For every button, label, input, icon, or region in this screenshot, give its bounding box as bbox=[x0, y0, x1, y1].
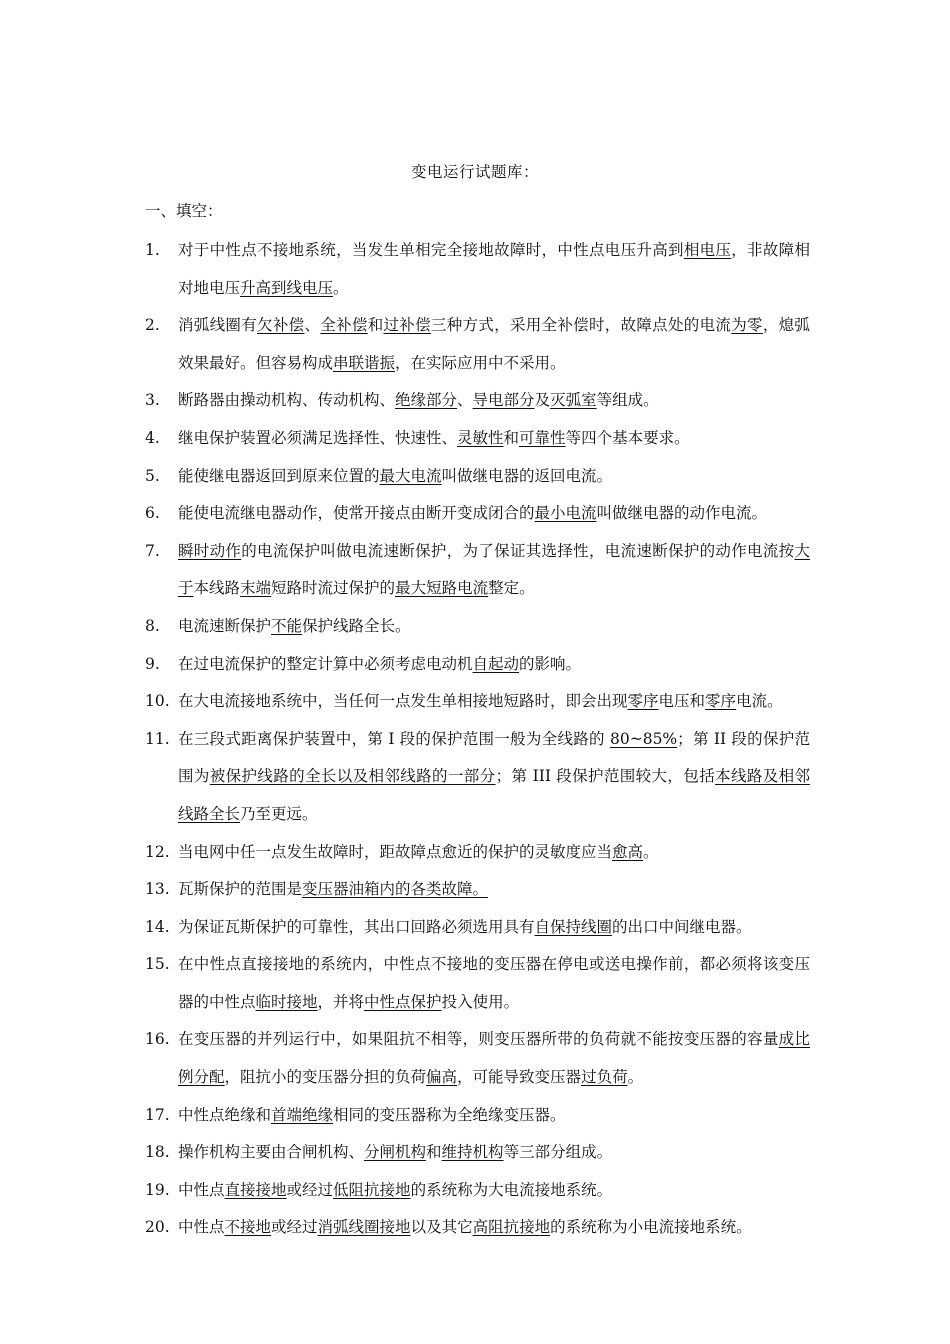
question-text: ，熄弧效果最好。但容易构成 bbox=[178, 316, 810, 372]
question-text: ；第 II 段的保护范围为 bbox=[178, 729, 811, 786]
question-text: 在三段式距离保护装置中，第 I 段的保护范围一般为全线路的 bbox=[178, 729, 610, 748]
answer-blank: 可靠性 bbox=[519, 428, 566, 447]
question-item bbox=[145, 721, 810, 834]
question-item bbox=[145, 307, 810, 382]
answer-blank: 分闸机构 bbox=[364, 1143, 427, 1162]
answer-blank: 自保持线圈 bbox=[534, 917, 613, 936]
answer-blank: 相电压 bbox=[683, 241, 732, 259]
question-text: 等四个基本要求。 bbox=[565, 428, 690, 447]
answer-blank: 80~85% bbox=[610, 729, 678, 748]
question-text: 短路时流过保护的 bbox=[271, 579, 396, 598]
question-text: 为保证瓦斯保护的可靠性，其出口回路必须选用具有 bbox=[178, 917, 535, 936]
question-number: 9. bbox=[145, 654, 160, 673]
answer-blank: 直接接地 bbox=[224, 1180, 287, 1199]
question-text: ，可能导致变压器 bbox=[457, 1068, 582, 1087]
question-text: 的系统称为大电流接地系统。 bbox=[410, 1180, 613, 1199]
question-text: 相同的变压器称为全绝缘变压器。 bbox=[333, 1105, 566, 1124]
question-text: 。 bbox=[333, 278, 349, 297]
question-text: 。 bbox=[627, 1068, 644, 1087]
question-text: ，阻抗小的变压器分担的负荷 bbox=[224, 1068, 427, 1087]
question-text: 电流。 bbox=[736, 692, 783, 711]
answer-blank: 成比例分配 bbox=[178, 1030, 810, 1087]
question-number: 12. bbox=[145, 842, 170, 861]
answer-blank: 最小电流 bbox=[534, 504, 597, 523]
question-item bbox=[145, 232, 810, 307]
question-text: 等组成。 bbox=[596, 391, 659, 410]
question-text: 、 bbox=[304, 316, 321, 335]
question-text: 三种方式，采用全补偿时，故障点处的电流 bbox=[430, 316, 732, 335]
answer-blank: 为零 bbox=[731, 316, 763, 335]
question-text: 投入使用。 bbox=[441, 992, 520, 1011]
answer-blank: 被保护线路的全长以及相邻线路的一部分 bbox=[209, 767, 496, 786]
question-text: 能使电流继电器动作，使常开接点由断开变成闭合的 bbox=[178, 504, 535, 523]
question-number: 6. bbox=[145, 504, 160, 523]
question-item bbox=[145, 458, 810, 496]
answer-blank: 本线路及相邻线路全长 bbox=[178, 767, 810, 823]
question-text: 在中性点直接接地的系统内，中性点不接地的变压器在停电或送电操作前，都必须将该变压器的中性点 bbox=[178, 955, 810, 1011]
question-number: 1. bbox=[145, 241, 160, 259]
answer-blank: 全补偿 bbox=[320, 316, 368, 335]
answer-blank: 零序 bbox=[705, 692, 737, 711]
answer-blank: 升高到线电压 bbox=[240, 278, 334, 297]
question-item bbox=[145, 683, 810, 721]
answer-blank: 消弧线圈接地 bbox=[317, 1218, 411, 1237]
question-number: 15. bbox=[145, 955, 170, 974]
question-text: 乃至更远。 bbox=[240, 804, 318, 823]
question-number: 2. bbox=[145, 316, 160, 335]
question-item bbox=[145, 533, 810, 608]
question-text: 以及其它 bbox=[410, 1218, 473, 1237]
question-item bbox=[145, 495, 810, 533]
question-list bbox=[145, 232, 810, 1247]
question-text: 保护线路全长。 bbox=[302, 616, 411, 635]
answer-blank: 导电部分 bbox=[472, 391, 535, 410]
question-number: 18. bbox=[145, 1143, 170, 1162]
question-text: 能使继电器返回到原来位置的 bbox=[178, 466, 380, 485]
question-text: 的出口中间继电器。 bbox=[612, 917, 752, 936]
question-text: 的电流保护叫做电流速断保护，为了保证其选择性，电流速断保护的动作电流按 bbox=[241, 541, 795, 560]
question-number: 8. bbox=[145, 616, 160, 635]
document-title: 变电运行试题库： bbox=[410, 163, 539, 181]
question-item bbox=[145, 1209, 810, 1247]
answer-blank: 瞬时动作 bbox=[178, 541, 242, 560]
question-text: 电压和 bbox=[658, 692, 706, 711]
answer-blank: 过补偿 bbox=[383, 316, 431, 335]
question-text: 继电保护装置必须满足选择性、快速性、 bbox=[178, 428, 458, 447]
question-text: 操作机构主要由合闸机构、 bbox=[178, 1143, 365, 1162]
question-text: 和 bbox=[503, 428, 520, 447]
answer-blank: 变压器油箱内的各类故障。 bbox=[302, 880, 489, 899]
question-number: 11. bbox=[145, 729, 170, 748]
question-text: 。 bbox=[643, 842, 659, 861]
question-item bbox=[145, 946, 810, 1021]
answer-blank: 灵敏性 bbox=[457, 428, 504, 447]
question-text: 当电网中任一点发生故障时，距故障点愈近的保护的灵敏度应当 bbox=[178, 842, 613, 861]
section-heading: 一、填空： bbox=[145, 202, 223, 220]
answer-blank: 高阻抗接地 bbox=[472, 1218, 551, 1237]
answer-blank: 零序 bbox=[627, 692, 659, 711]
question-item bbox=[145, 834, 810, 872]
answer-blank: 中性点保护 bbox=[364, 992, 442, 1011]
answer-blank: 过负荷 bbox=[581, 1068, 628, 1087]
question-text: 的系统称为小电流接地系统。 bbox=[550, 1218, 752, 1237]
question-text: 叫做继电器的返回电流。 bbox=[441, 466, 613, 485]
question-number: 20. bbox=[145, 1218, 170, 1237]
question-text: ；第 III 段保护范围较大，包括 bbox=[495, 767, 716, 786]
question-text: 消弧线圈有 bbox=[178, 316, 258, 335]
answer-blank: 愈高 bbox=[612, 842, 644, 861]
question-text: ，在实际应用中不采用。 bbox=[395, 353, 566, 372]
question-text: 对于中性点不接地系统，当发生单相完全接地故障时，中性点电压升高到 bbox=[178, 241, 684, 259]
question-item bbox=[145, 871, 810, 909]
answer-blank: 自起动 bbox=[472, 654, 520, 673]
question-number: 4. bbox=[145, 428, 160, 447]
answer-blank: 不能 bbox=[271, 616, 303, 635]
question-number: 17. bbox=[145, 1105, 170, 1124]
question-item bbox=[145, 1134, 810, 1172]
question-text: 及 bbox=[534, 391, 551, 410]
answer-blank: 大于 bbox=[178, 541, 810, 598]
answer-blank: 维持机构 bbox=[441, 1143, 504, 1162]
question-text: 的影响。 bbox=[519, 654, 582, 673]
question-item bbox=[145, 646, 810, 684]
question-number: 13. bbox=[145, 880, 170, 899]
question-text: 或经过 bbox=[271, 1218, 318, 1237]
answer-blank: 欠补偿 bbox=[257, 316, 305, 335]
question-text: 和 bbox=[367, 316, 384, 335]
question-text: 瓦斯保护的范围是 bbox=[178, 880, 303, 899]
question-text: 和 bbox=[426, 1143, 442, 1162]
question-text: 在过电流保护的整定计算中必须考虑电动机 bbox=[178, 654, 473, 673]
question-text: 中性点 bbox=[178, 1218, 225, 1237]
question-item bbox=[145, 1021, 810, 1096]
question-item bbox=[145, 1172, 810, 1210]
question-item bbox=[145, 1097, 810, 1135]
question-number: 5. bbox=[145, 466, 160, 485]
question-number: 19. bbox=[145, 1180, 170, 1199]
question-number: 16. bbox=[145, 1030, 170, 1049]
answer-blank: 绝缘部分 bbox=[395, 391, 458, 410]
answer-blank: 末端 bbox=[240, 579, 272, 598]
question-item bbox=[145, 382, 810, 420]
question-text: 整定。 bbox=[488, 579, 535, 598]
question-text: ，并将 bbox=[317, 992, 365, 1011]
question-text: 电流速断保护 bbox=[178, 616, 272, 635]
answer-blank: 最大短路电流 bbox=[395, 579, 489, 598]
question-text: 叫做继电器的动作电流。 bbox=[596, 504, 768, 523]
question-item bbox=[145, 608, 810, 646]
question-text: 断路器由操动机构、传动机构、 bbox=[178, 391, 396, 410]
question-number: 3. bbox=[145, 391, 160, 410]
question-number: 7. bbox=[145, 541, 160, 560]
question-number: 14. bbox=[145, 917, 170, 936]
question-text: 中性点绝缘和 bbox=[178, 1105, 272, 1124]
answer-blank: 低阻抗接地 bbox=[333, 1180, 411, 1199]
question-number: 10. bbox=[145, 692, 170, 711]
question-text: 中性点 bbox=[178, 1180, 225, 1199]
answer-blank: 灭弧室 bbox=[550, 391, 597, 410]
question-text: 本线路 bbox=[193, 579, 241, 598]
question-item bbox=[145, 420, 810, 458]
answer-blank: 偏高 bbox=[426, 1068, 458, 1087]
answer-blank: 临时接地 bbox=[255, 992, 318, 1011]
question-text: 或经过 bbox=[286, 1180, 334, 1199]
answer-blank: 首端绝缘 bbox=[271, 1105, 334, 1124]
answer-blank: 不接地 bbox=[224, 1218, 272, 1237]
question-text: ，非故障相对地电压 bbox=[178, 241, 810, 297]
question-item bbox=[145, 909, 810, 947]
question-text: 在大电流接地系统中，当任何一点发生单相接地短路时，即会出现 bbox=[178, 692, 628, 711]
question-text: 等三部分组成。 bbox=[503, 1143, 613, 1162]
answer-blank: 最大电流 bbox=[379, 466, 442, 485]
answer-blank: 串联谐振 bbox=[333, 353, 396, 372]
question-text: 、 bbox=[457, 391, 473, 410]
question-text: 在变压器的并列运行中，如果阻抗不相等，则变压器所带的负荷就不能按变压器的容量 bbox=[178, 1030, 779, 1049]
